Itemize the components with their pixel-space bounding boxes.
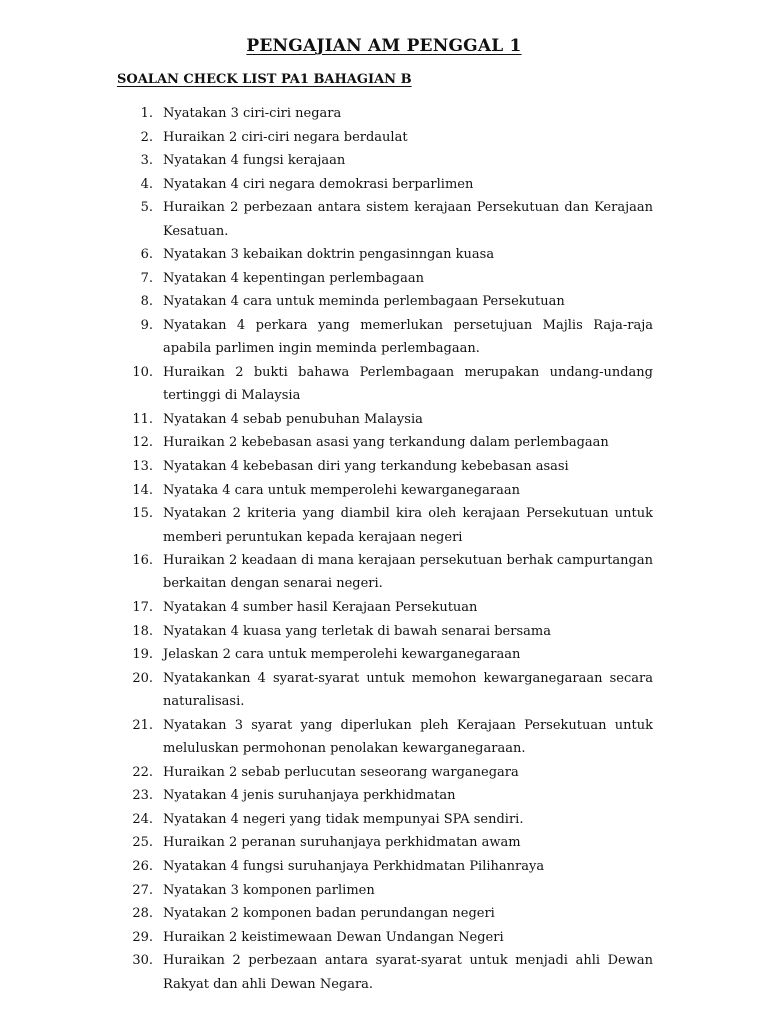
question-number: 21. xyxy=(132,717,153,733)
question-item xyxy=(117,620,653,643)
question-number: 25. xyxy=(132,835,153,851)
question-item xyxy=(117,290,653,313)
question-number: 28. xyxy=(132,906,153,922)
question-text: Nyatakan 4 kebebasan diri yang terkandung kebebasan asasi xyxy=(163,459,569,475)
question-text: Huraikan 2 bukti bahawa Perlembagaan merupakan undang-undang tertinggi di Malaysia xyxy=(163,364,653,404)
question-number: 29. xyxy=(132,929,153,945)
question-item xyxy=(117,408,653,431)
question-item xyxy=(117,643,653,666)
question-text: Huraikan 2 keistimewaan Dewan Undangan Negeri xyxy=(163,929,504,945)
question-item xyxy=(117,149,653,172)
question-number: 23. xyxy=(132,788,153,804)
question-text: Huraikan 2 kebebasan asasi yang terkandung dalam perlembagaan xyxy=(163,435,609,451)
question-text: Nyatakan 4 cara untuk meminda perlembagaan Persekutuan xyxy=(163,294,565,310)
question-item xyxy=(117,831,653,854)
question-text: Nyatakan 4 sumber hasil Kerajaan Persekutuan xyxy=(163,599,478,615)
question-number: 4. xyxy=(140,176,153,192)
question-text: Nyatakan 3 syarat yang diperlukan pleh Kerajaan Persekutuan untuk meluluskan permohonan penolakan kewarganegaraan. xyxy=(163,717,653,756)
question-number: 24. xyxy=(132,811,153,827)
question-text: Nyatakan 4 fungsi kerajaan xyxy=(163,153,346,169)
section-subtitle: SOALAN CHECK LIST PA1 BAHAGIAN B xyxy=(117,72,412,87)
question-number: 6. xyxy=(140,247,153,263)
question-item xyxy=(117,102,653,125)
question-item xyxy=(117,502,653,549)
question-item xyxy=(117,455,653,478)
question-item xyxy=(117,949,653,996)
question-item xyxy=(117,243,653,266)
question-number: 9. xyxy=(140,318,153,334)
question-text: Huraikan 2 perbezaan antara sistem kerajaan Persekutuan dan Kerajaan Kesatuan. xyxy=(163,200,653,239)
question-item xyxy=(117,126,653,149)
question-number: 26. xyxy=(132,858,153,874)
question-number: 14. xyxy=(132,482,153,498)
question-text: Nyatakan 4 perkara yang memerlukan persetujuan Majlis Raja-raja apabila parlimen ingin meminda perlembagaan. xyxy=(163,318,653,357)
question-item xyxy=(117,196,653,243)
question-text: Nyatakan 4 negeri yang tidak mempunyai SPA sendiri. xyxy=(163,811,524,827)
question-text: Nyatakan 4 kuasa yang terletak di bawah senarai bersama xyxy=(163,623,551,639)
question-number: 18. xyxy=(132,623,153,639)
question-item xyxy=(117,596,653,619)
question-item xyxy=(117,431,653,454)
question-number: 3. xyxy=(140,153,153,169)
question-number: 1. xyxy=(140,106,153,121)
question-item xyxy=(117,667,653,714)
question-item xyxy=(117,902,653,925)
question-text: Nyatakan 3 ciri-ciri negara xyxy=(163,106,342,121)
question-text: Nyatakan 2 komponen badan perundangan negeri xyxy=(163,906,495,922)
question-text: Jelaskan 2 cara untuk memperolehi kewarganegaraan xyxy=(163,647,521,663)
question-number: 15. xyxy=(132,506,153,522)
question-list xyxy=(117,102,653,996)
question-item xyxy=(117,549,653,596)
question-text: Nyatakan 4 jenis suruhanjaya perkhidmatan xyxy=(163,788,456,804)
question-number: 11. xyxy=(132,411,153,427)
question-item xyxy=(117,855,653,878)
question-number: 17. xyxy=(132,599,153,615)
question-number: 16. xyxy=(132,553,153,569)
question-text: Nyatakan 2 kriteria yang diambil kira oleh kerajaan Persekutuan untuk memberi peruntukan kepada kerajaan negeri xyxy=(163,506,653,545)
question-item xyxy=(117,761,653,784)
question-text: Huraikan 2 peranan suruhanjaya perkhidmatan awam xyxy=(163,835,521,851)
question-text: Huraikan 2 perbezaan antara syarat-syarat untuk menjadi ahli Dewan Rakyat dan ahli Dewan Negara. xyxy=(163,953,653,992)
question-text: Huraikan 2 sebab perlucutan seseorang warganegara xyxy=(163,764,519,780)
question-number: 27. xyxy=(132,882,153,898)
question-number: 2. xyxy=(140,129,153,145)
question-item xyxy=(117,879,653,902)
question-number: 19. xyxy=(132,647,153,663)
question-text: Nyatakan 4 fungsi suruhanjaya Perkhidmatan Pilihanraya xyxy=(163,858,545,874)
question-item xyxy=(117,784,653,807)
question-item xyxy=(117,361,653,408)
question-text: Huraikan 2 keadaan di mana kerajaan persekutuan berhak campurtangan berkaitan dengan senarai negeri. xyxy=(163,553,653,592)
question-text: Nyatakan 4 ciri negara demokrasi berparlimen xyxy=(163,176,474,192)
page-title xyxy=(0,36,768,56)
question-number: 12. xyxy=(132,435,153,451)
question-text: Nyatakan 3 komponen parlimen xyxy=(163,882,375,898)
question-item xyxy=(117,314,653,361)
question-item xyxy=(117,926,653,949)
question-number: 13. xyxy=(132,459,153,475)
question-number: 7. xyxy=(140,270,153,286)
question-number: 20. xyxy=(132,670,153,686)
question-number: 30. xyxy=(132,953,153,969)
question-text: Nyatakan 3 kebaikan doktrin pengasinngan kuasa xyxy=(163,247,495,263)
question-number: 22. xyxy=(132,764,153,780)
question-text: Nyatakan 4 kepentingan perlembagaan xyxy=(163,270,424,286)
question-text: Nyataka 4 cara untuk memperolehi kewarganegaraan xyxy=(163,482,520,498)
question-number: 10. xyxy=(132,364,153,380)
question-number: 5. xyxy=(140,200,153,216)
question-item xyxy=(117,808,653,831)
question-item xyxy=(117,714,653,761)
question-number: 8. xyxy=(140,294,153,310)
question-item xyxy=(117,479,653,502)
page-title-text: PENGAJIAN AM PENGGAL 1 xyxy=(246,36,522,56)
question-text: Huraikan 2 ciri-ciri negara berdaulat xyxy=(163,129,408,145)
question-item xyxy=(117,267,653,290)
question-item xyxy=(117,173,653,196)
question-text: Nyatakan 4 sebab penubuhan Malaysia xyxy=(163,411,423,427)
question-text: Nyatakankan 4 syarat-syarat untuk memohon kewarganegaraan secara naturalisasi. xyxy=(163,670,653,710)
